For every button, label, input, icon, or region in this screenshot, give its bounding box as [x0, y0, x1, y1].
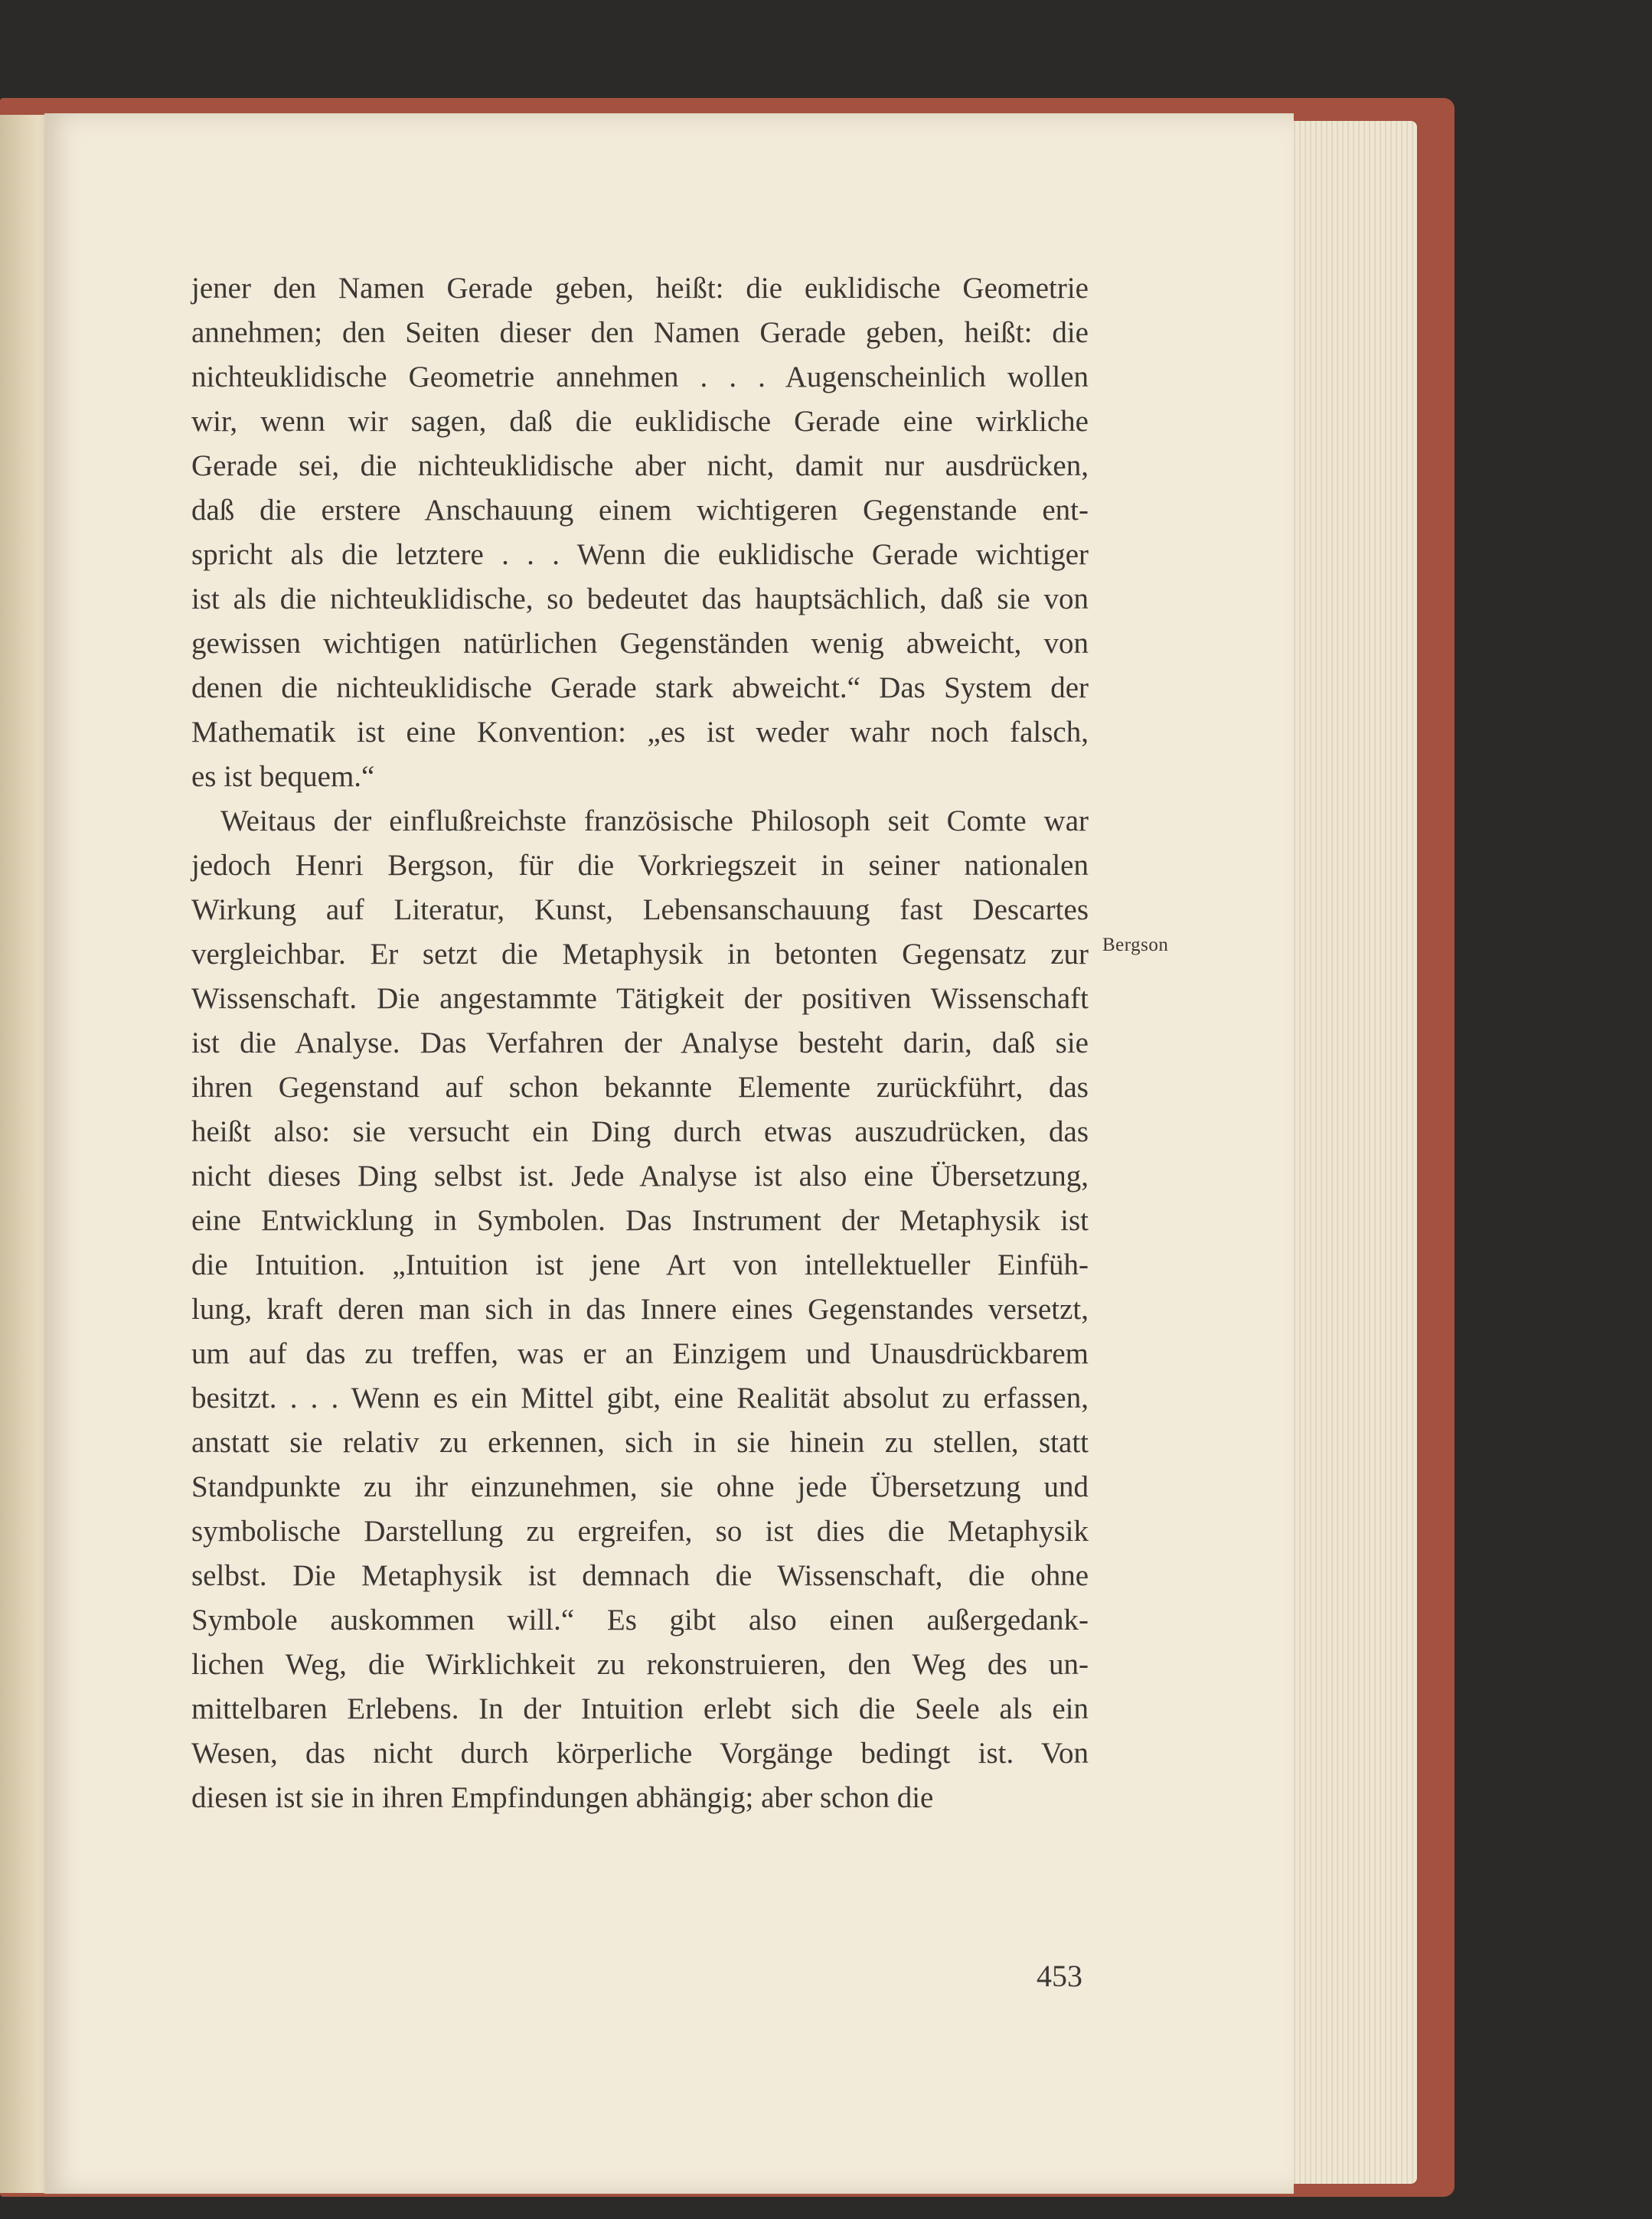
- text-line: besitzt. . . . Wenn es ein Mittel gibt, eine Realität absolut zu erfassen,: [191, 1382, 1089, 1415]
- text-line: ihren Gegenstand auf schon bekannte Elemente zurückführt, das: [191, 1071, 1089, 1104]
- text-line: ist als die nichteuklidische, so bedeutet das hauptsächlich, daß sie von: [191, 582, 1089, 615]
- text-line: symbolische Darstellung zu ergreifen, so ist dies die Metaphysik: [191, 1515, 1089, 1548]
- text-line: diesen ist sie in ihren Empfindungen abhängig; aber schon die: [191, 1781, 934, 1814]
- text-line: eine Entwicklung in Symbolen. Das Instrument der Metaphysik ist: [191, 1204, 1089, 1237]
- text-line: Wesen, das nicht durch körperliche Vorgänge bedingt ist. Von: [191, 1737, 1089, 1770]
- text-line: gewissen wichtigen natürlichen Gegenständen wenig abweicht, von: [191, 627, 1089, 660]
- text-line: wir, wenn wir sagen, daß die euklidische Gerade eine wirkliche: [191, 405, 1089, 438]
- text-line: lung, kraft deren man sich in das Innere eines Gegenstandes versetzt,: [191, 1293, 1089, 1326]
- text-line: Gerade sei, die nichteuklidische aber nicht, damit nur ausdrücken,: [191, 449, 1089, 482]
- book-page: [44, 113, 1294, 2194]
- text-line: die Intuition. „Intuition ist jene Art von intellektueller Einfüh-: [191, 1248, 1089, 1281]
- text-line: spricht als die letztere . . . Wenn die euklidische Gerade wichtiger: [191, 538, 1089, 571]
- page-number: 453: [1037, 1959, 1082, 1993]
- text-line: selbst. Die Metaphysik ist demnach die Wissenschaft, die ohne: [191, 1559, 1089, 1592]
- text-line: um auf das zu treffen, was er an Einzigem und Unausdrückbarem: [191, 1337, 1089, 1370]
- text-line: annehmen; den Seiten dieser den Namen Gerade geben, heißt: die: [191, 316, 1089, 349]
- text-line: nicht dieses Ding selbst ist. Jede Analyse ist also eine Übersetzung,: [191, 1160, 1089, 1193]
- text-line: Wissenschaft. Die angestammte Tätigkeit der positiven Wissenschaft: [191, 982, 1089, 1015]
- marginal-note: Bergson: [1102, 935, 1169, 955]
- text-line: heißt also: sie versucht ein Ding durch etwas auszudrücken, das: [191, 1115, 1089, 1148]
- text-line: denen die nichteuklidische Gerade stark abweicht.“ Das System der: [191, 671, 1089, 704]
- text-line: Symbole auskommen will.“ Es gibt also einen außergedank-: [191, 1604, 1089, 1637]
- text-line: es ist bequem.“: [191, 760, 375, 793]
- text-line: vergleichbar. Er setzt die Metaphysik in betonten Gegensatz zur: [191, 938, 1089, 971]
- text-line: anstatt sie relativ zu erkennen, sich in sie hinein zu stellen, statt: [191, 1426, 1089, 1459]
- text-line: daß die erstere Anschauung einem wichtigeren Gegenstande ent-: [191, 494, 1089, 527]
- text-line: Standpunkte zu ihr einzunehmen, sie ohne jede Übersetzung und: [191, 1470, 1089, 1503]
- text-line: jedoch Henri Bergson, für die Vorkriegszeit in seiner nationalen: [191, 849, 1089, 882]
- text-line: ist die Analyse. Das Verfahren der Analyse besteht darin, daß sie: [191, 1026, 1089, 1059]
- text-line: mittelbaren Erlebens. In der Intuition erlebt sich die Seele als ein: [191, 1692, 1089, 1725]
- text-line: nichteuklidische Geometrie annehmen . . . Augenscheinlich wollen: [191, 361, 1089, 393]
- page-edges: [1275, 121, 1417, 2184]
- text-line: Weitaus der einflußreichste französische Philosoph seit Comte war: [220, 804, 1089, 837]
- text-line: Wirkung auf Literatur, Kunst, Lebensanschauung fast Descartes: [191, 893, 1089, 926]
- text-line: jener den Namen Gerade geben, heißt: die euklidische Geometrie: [191, 272, 1089, 305]
- text-line: lichen Weg, die Wirklichkeit zu rekonstruieren, den Weg des un-: [191, 1648, 1089, 1681]
- text-line: Mathematik ist eine Konvention: „es ist weder wahr noch falsch,: [191, 716, 1089, 749]
